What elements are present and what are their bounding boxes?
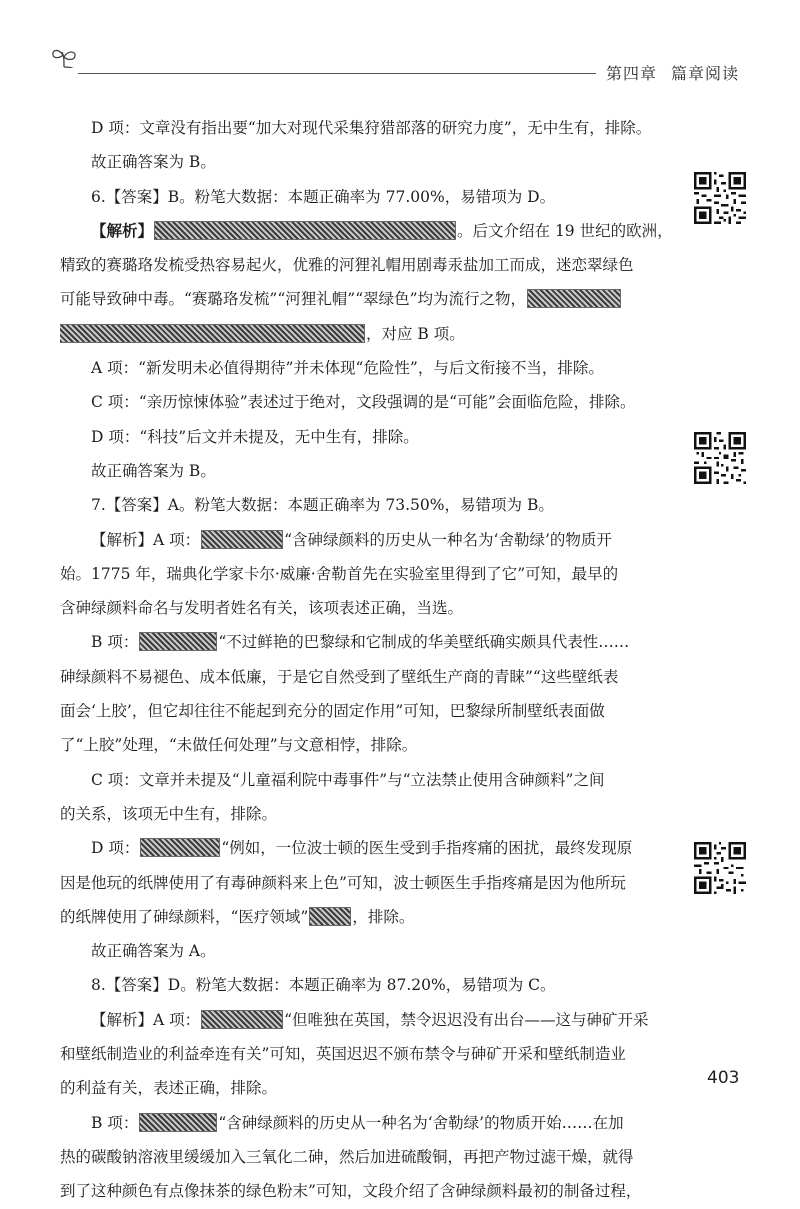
text-line: A 项：“新发明未必值得期待”并未体现“危险性”，与后文衔接不当，排除。: [91, 359, 604, 378]
text-line: C 项：文章并未提及“儿童福利院中毒事件”与“立法禁止使用含砷颜料”之间: [91, 770, 605, 789]
qr-code-icon: [694, 172, 746, 224]
qr-code-q8[interactable]: [694, 842, 746, 894]
redacted-highlight: [140, 633, 216, 650]
text-line: 热的碳酸钠溶液里缓缓加入三氧化二砷，然后加进硫酸铜，再把产物过滤干燥，就得: [60, 1147, 634, 1166]
redacted-highlight: [202, 1011, 282, 1028]
text-line: 故正确答案为 B。: [91, 461, 216, 480]
redacted-highlight: [155, 222, 455, 239]
chapter-number: 第四章: [606, 64, 658, 83]
chapter-section: 篇章阅读: [671, 64, 740, 83]
text-line: 面会‘上胶’，但它却往往不能起到充分的固定作用”可知，巴黎绿所制壁纸表面做: [60, 702, 605, 721]
sprout-icon: [50, 46, 78, 68]
text-line: C 项：“亲历惊悚体验”表述过于绝对，文段强调的是“可能”会面临危险，排除。: [91, 393, 636, 412]
text-line: 【解析】A 项： “但唯独在英国，禁令迟迟没有出台——这与砷矿开采: [91, 1010, 649, 1029]
text-line: 到了这种颜色有点像抹茶的绿色粉末”可知，文段介绍了含砷绿颜料最初的制备过程，: [60, 1182, 642, 1201]
redacted-highlight: [141, 839, 219, 856]
text-line: B 项： “含砷绿颜料的历史从一种名为‘舍勒绿’的物质开始……在加: [91, 1113, 624, 1132]
answer-text: [60, 111, 684, 1209]
text-line: 6.【答案】B。粉笔大数据：本题正确率为 77.00%，易错项为 D。: [91, 187, 556, 206]
text-line: 含砷绿颜料命名与发明者姓名有关，该项表述正确，当选。: [60, 599, 464, 618]
header-rule: [78, 73, 596, 74]
text-line: 砷绿颜料不易褪色、成本低廉，于是它自然受到了壁纸生产商的青睐”“这些壁纸表: [60, 667, 619, 686]
chapter-title: [606, 61, 739, 84]
text-line: D 项：文章没有指出要“加大对现代采集狩猎部落的研究力度”，无中生有，排除。: [91, 119, 652, 137]
text-line: 7.【答案】A。粉笔大数据：本题正确率为 73.50%，易错项为 B。: [91, 496, 554, 515]
text-line: 精致的赛璐珞发梳受热容易起火，优雅的河狸礼帽用剧毒汞盐加工而成，迷恋翠绿色: [60, 256, 634, 275]
text-line: 的纸牌使用了砷绿颜料，“医疗领域” ，排除。: [60, 907, 415, 926]
text-line: 【解析】 。后文介绍在 19 世纪的欧洲，: [91, 220, 673, 240]
text-line: 故正确答案为 B。: [91, 153, 216, 172]
text-line: 因是他玩的纸牌使用了有毒砷颜料来上色”可知，波士顿医生手指疼痛是因为他所玩: [60, 873, 626, 892]
page-number: 403: [707, 1068, 740, 1088]
qr-code-q6[interactable]: [694, 172, 746, 224]
text-line: 的关系，该项无中生有，排除。: [60, 804, 278, 823]
text-line: B 项： “不过鲜艳的巴黎绿和它制成的华美壁纸确实颇具代表性……: [91, 633, 630, 652]
text-line: 【解析】A 项： “含砷绿颜料的历史从一种名为‘舍勒绿’的物质开: [91, 530, 612, 549]
text-line: ，对应 B 项。: [60, 317, 684, 351]
text-line: 始。1775 年，瑞典化学家卡尔·威廉·舍勒首先在实验室里得到了它”可知，最早的: [60, 564, 619, 583]
redacted-highlight: [60, 325, 364, 342]
text-line: 的利益有关，表述正确，排除。: [60, 1079, 278, 1098]
redacted-highlight: [310, 908, 350, 925]
qr-code-icon: [694, 842, 746, 894]
text-line: D 项：“科技”后文并未提及，无中生有，排除。: [91, 427, 419, 446]
page-header: [0, 0, 800, 100]
redacted-highlight: [140, 1114, 216, 1131]
text-line: 可能导致砷中毒。“赛璐珞发梳”“河狸礼帽”“翠绿色”均为流行之物，: [60, 282, 684, 316]
redacted-highlight: [202, 531, 282, 548]
text-line: D 项： “例如，一位波士顿的医生受到手指疼痛的困扰，最终发现原: [91, 839, 633, 858]
text-line: 故正确答案为 A。: [91, 942, 216, 961]
text-line: 和壁纸制造业的利益牵连有关”可知，英国迟迟不颁布禁令与砷矿开采和壁纸制造业: [60, 1045, 626, 1064]
redacted-highlight: [528, 290, 620, 307]
qr-code-q7[interactable]: [694, 432, 746, 484]
text-line: 了“上胶”处理，“未做任何处理”与文意相悖，排除。: [60, 736, 418, 755]
text-line: 8.【答案】D。粉笔大数据：本题正确率为 87.20%，易错项为 C。: [91, 976, 556, 995]
qr-code-icon: [694, 432, 746, 484]
